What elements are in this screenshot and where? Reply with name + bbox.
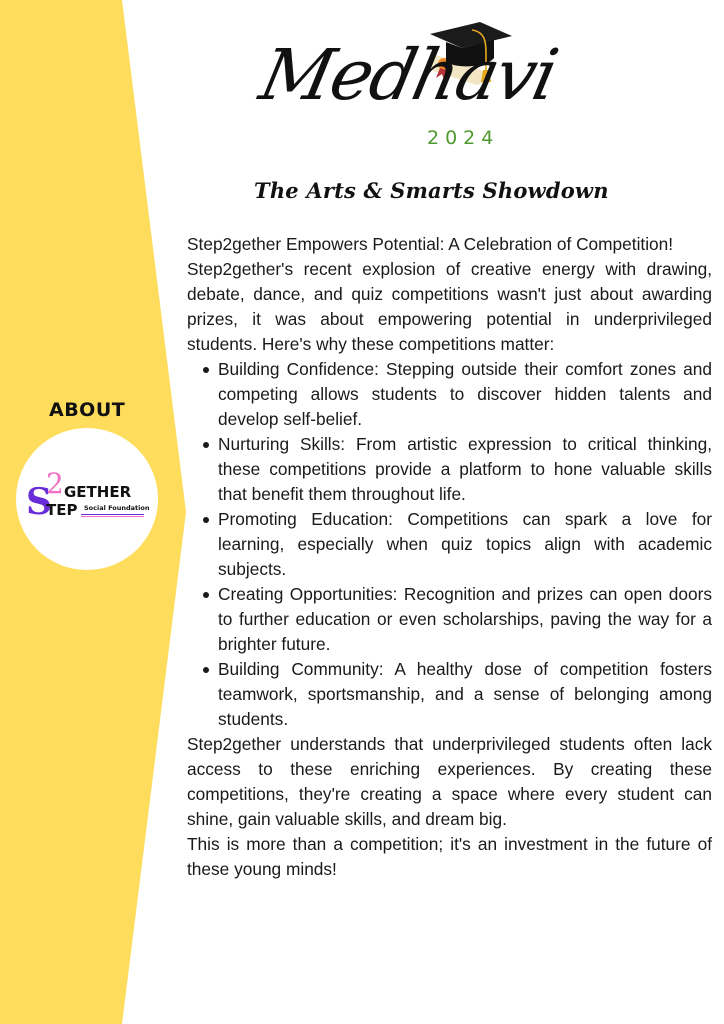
closing-paragraph: Step2gether understands that underprivileged students often lack access to these enriching experiences. By creating these competitions, they're creating a space where every student can shine, gain valuable skills, and dream big. xyxy=(187,734,712,829)
intro-heading: Step2gether Empowers Potential: A Celebration of Competition! xyxy=(187,234,674,254)
benefits-list xyxy=(187,357,712,732)
article-body xyxy=(187,232,712,882)
list-item: Building Confidence: Stepping outside their comfort zones and competing allows students to discover hidden talents and develop self-belief. xyxy=(218,357,712,432)
step2gether-logo xyxy=(26,467,150,524)
brand-logo-text: Medhavi xyxy=(253,34,564,116)
list-item: Creating Opportunities: Recognition and prizes can open doors to further education or even scholarships, paving the way for a brighter future. xyxy=(218,582,712,657)
logo-gether: GETHER xyxy=(64,483,132,501)
logo-two: 2 xyxy=(46,467,64,500)
logo-tep: TEP xyxy=(46,501,78,519)
list-item: Nurturing Skills: From artistic expression to critical thinking, these competitions provide a platform to hone valuable skills that benefit them throughout life. xyxy=(218,432,712,507)
intro-paragraph: Step2gether's recent explosion of creative energy with drawing, debate, dance, and quiz competitions wasn't just about awarding prizes, it was about empowering potential in underprivileged students. Here's why these competitions matter: xyxy=(187,259,712,354)
page-title: The Arts & Smarts Showdown xyxy=(254,178,609,203)
about-heading: ABOUT xyxy=(49,399,126,421)
list-item: Promoting Education: Competitions can spark a love for learning, especially when quiz topics align with academic subjects. xyxy=(218,507,712,582)
logo-underline-purple xyxy=(81,514,144,515)
logo-s-letter: S xyxy=(26,481,52,523)
logo-underline-pink xyxy=(81,516,144,517)
logo-tagline: Social Foundation xyxy=(84,504,150,512)
list-item: Building Community: A healthy dose of competition fosters teamwork, sportsmanship, and a sense of belonging among students. xyxy=(218,657,712,732)
closing-statement: This is more than a competition; it's an investment in the future of these young minds! xyxy=(187,834,712,879)
event-year: 2024 xyxy=(427,127,500,149)
